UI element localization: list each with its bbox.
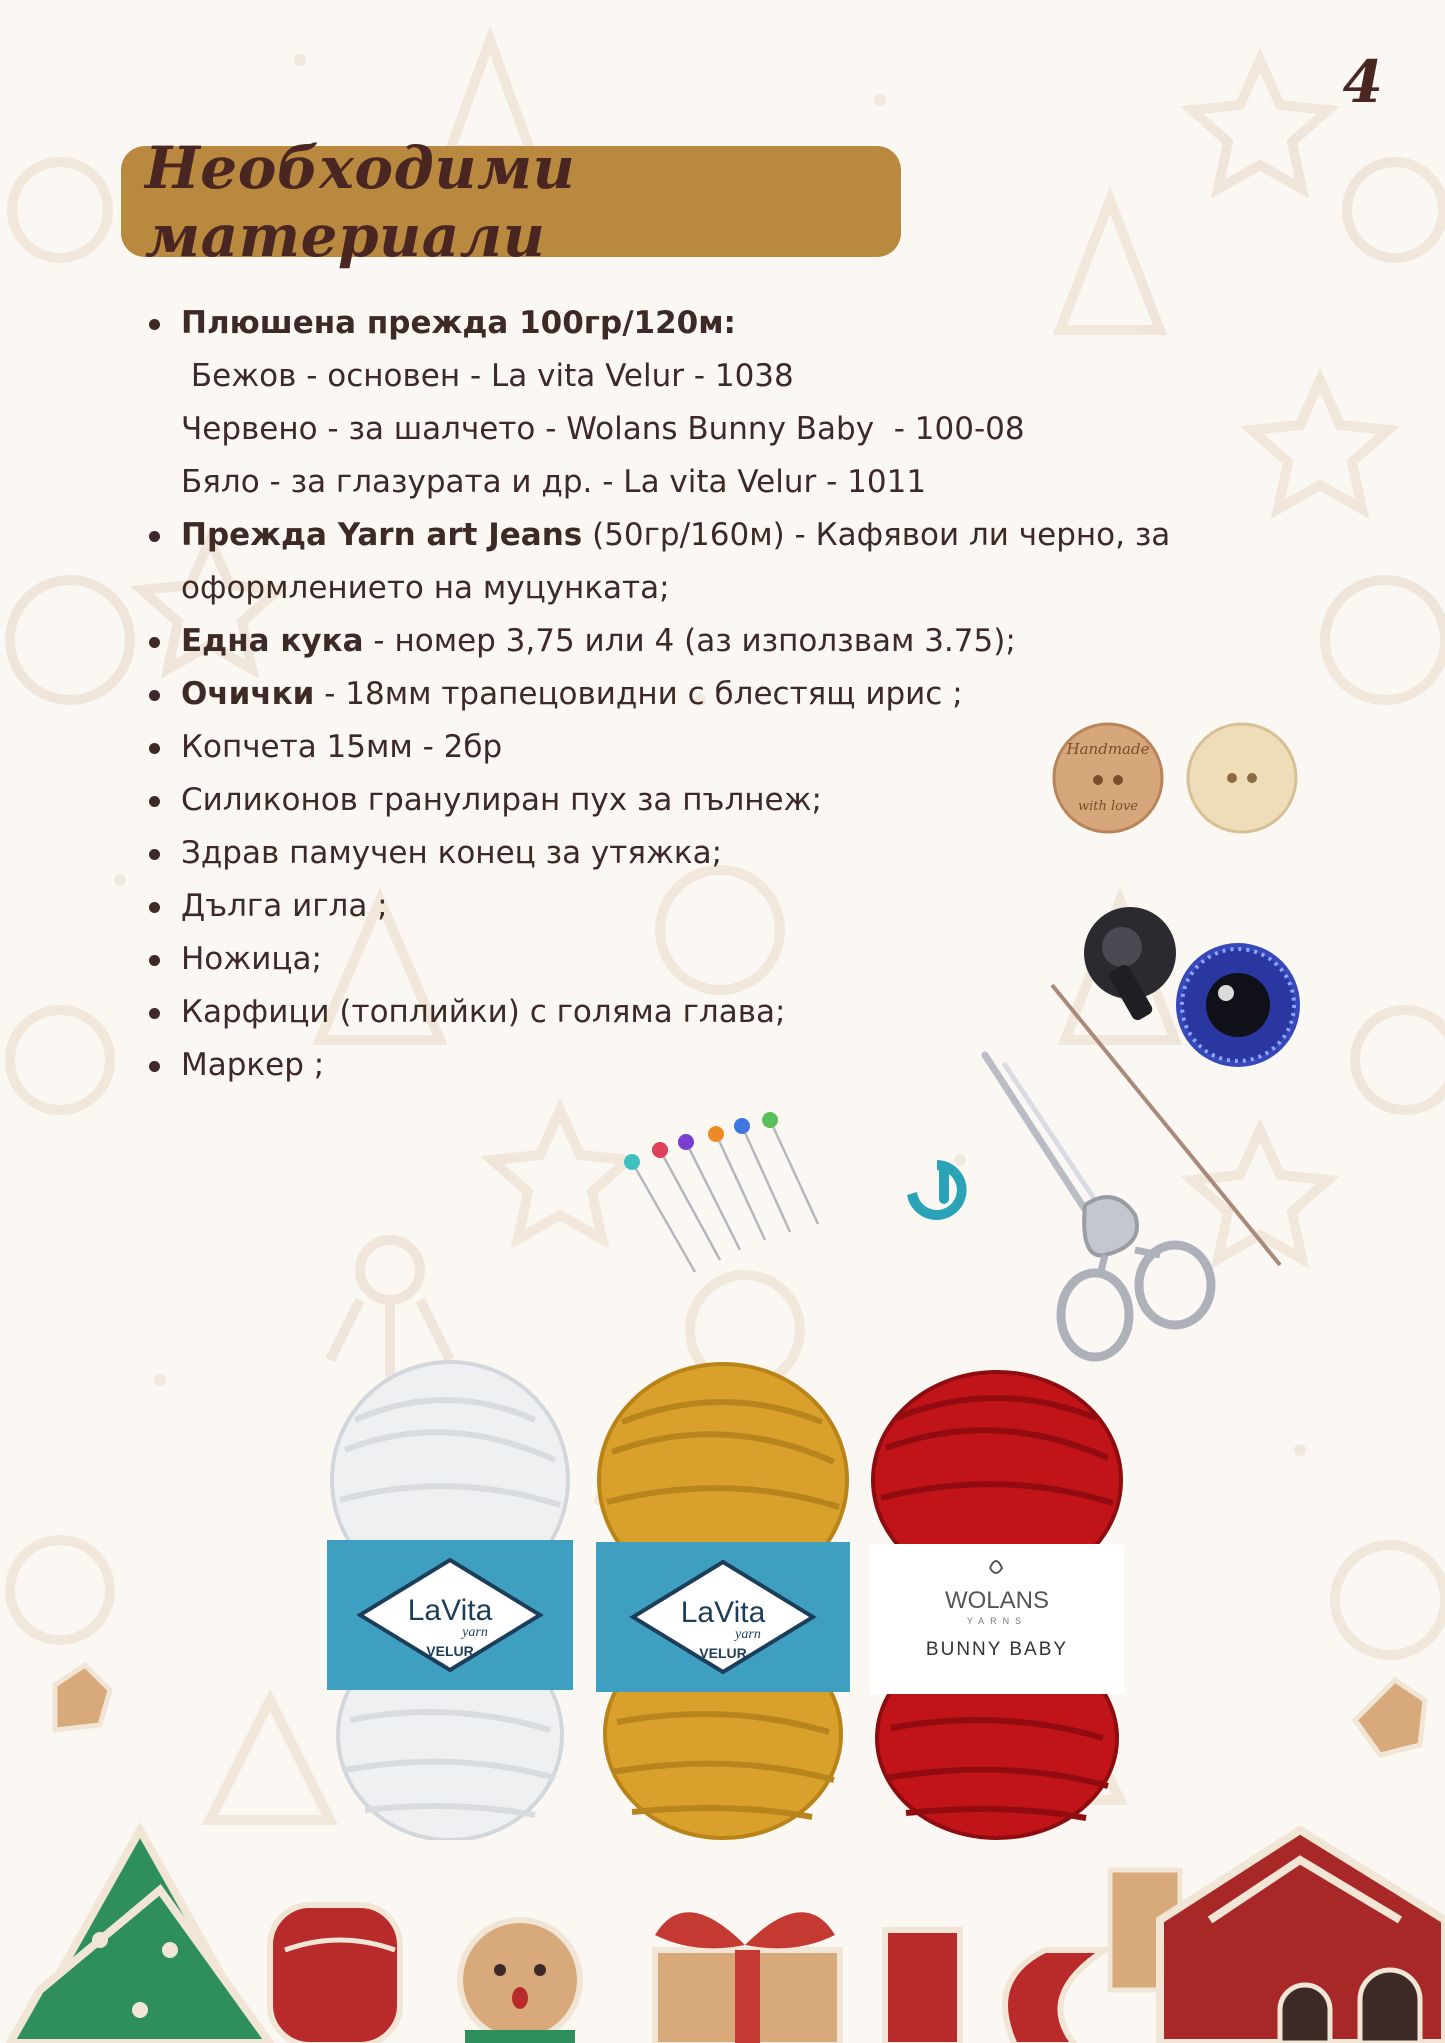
scissors-image <box>975 1045 1245 1375</box>
wooden-buttons-image <box>1050 720 1320 840</box>
list-item: Една кука - номер 3,75 или 4 (аз използвам 3.75); <box>145 615 1205 668</box>
svg-text:LaVita: LaVita <box>407 1594 493 1627</box>
svg-text:with love: with love <box>1077 799 1139 814</box>
list-item: Прежда Yarn art Jeans (50гр/160м) - Кафявои ли черно, за оформлението на муцунката; <box>145 509 1205 615</box>
yarn-skein-red-image <box>866 1368 1128 1840</box>
yarn-subline: Бежов - основен - La vita Velur - 1038 <box>181 358 794 394</box>
list-item: Карфици (топлийки) с голяма глава; <box>145 986 1205 1039</box>
svg-text:Handmade: Handmade <box>1066 740 1150 758</box>
list-item-bold: Прежда Yarn art Jeans <box>181 517 583 553</box>
page-number: 4 <box>1342 48 1383 116</box>
list-item: Очички - 18мм трапецовидни с блестящ ирис ; <box>145 668 1205 721</box>
yarn-skein-mustard-image <box>592 1362 854 1840</box>
svg-text:VELUR: VELUR <box>426 1643 474 1659</box>
svg-text:LaVita: LaVita <box>680 1596 766 1629</box>
svg-text:yarn: yarn <box>735 1627 761 1642</box>
pins-image <box>620 1110 830 1280</box>
list-item: Ножица; <box>145 933 1205 986</box>
svg-text:YARNS: YARNS <box>966 1616 1028 1626</box>
page-title: Необходими материали <box>145 133 576 270</box>
list-item: Маркер ; <box>145 1039 1205 1092</box>
svg-text:VELUR: VELUR <box>699 1645 747 1661</box>
stitch-marker-image <box>895 1150 985 1240</box>
yarn-subline: Бяло - за глазурата и др. - La vita Velur - 1011 <box>181 464 927 500</box>
svg-text:BUNNY BABY: BUNNY BABY <box>925 1639 1069 1660</box>
title-banner <box>121 133 901 270</box>
svg-text:yarn: yarn <box>462 1625 488 1640</box>
list-item-bold: Една кука <box>181 623 364 659</box>
list-item: Дълга игла ; <box>145 880 1205 933</box>
svg-text:WOLANS: WOLANS <box>944 1587 1050 1614</box>
yarn-subline: Червено - за шалчето - Wolans Bunny Baby - 100-08 <box>181 411 1025 447</box>
list-item: Здрав памучен конец за утяжка; <box>145 827 1205 880</box>
list-item <box>145 297 1205 509</box>
list-item: Силиконов гранулиран пух за пълнеж; <box>145 774 1205 827</box>
list-item: Копчета 15мм - 2бр <box>145 721 1205 774</box>
yarn-skein-white-image <box>325 1360 575 1840</box>
list-item-bold: Очички <box>181 676 315 712</box>
list-item-bold: Плюшена прежда 100гр/120м: <box>181 305 736 341</box>
